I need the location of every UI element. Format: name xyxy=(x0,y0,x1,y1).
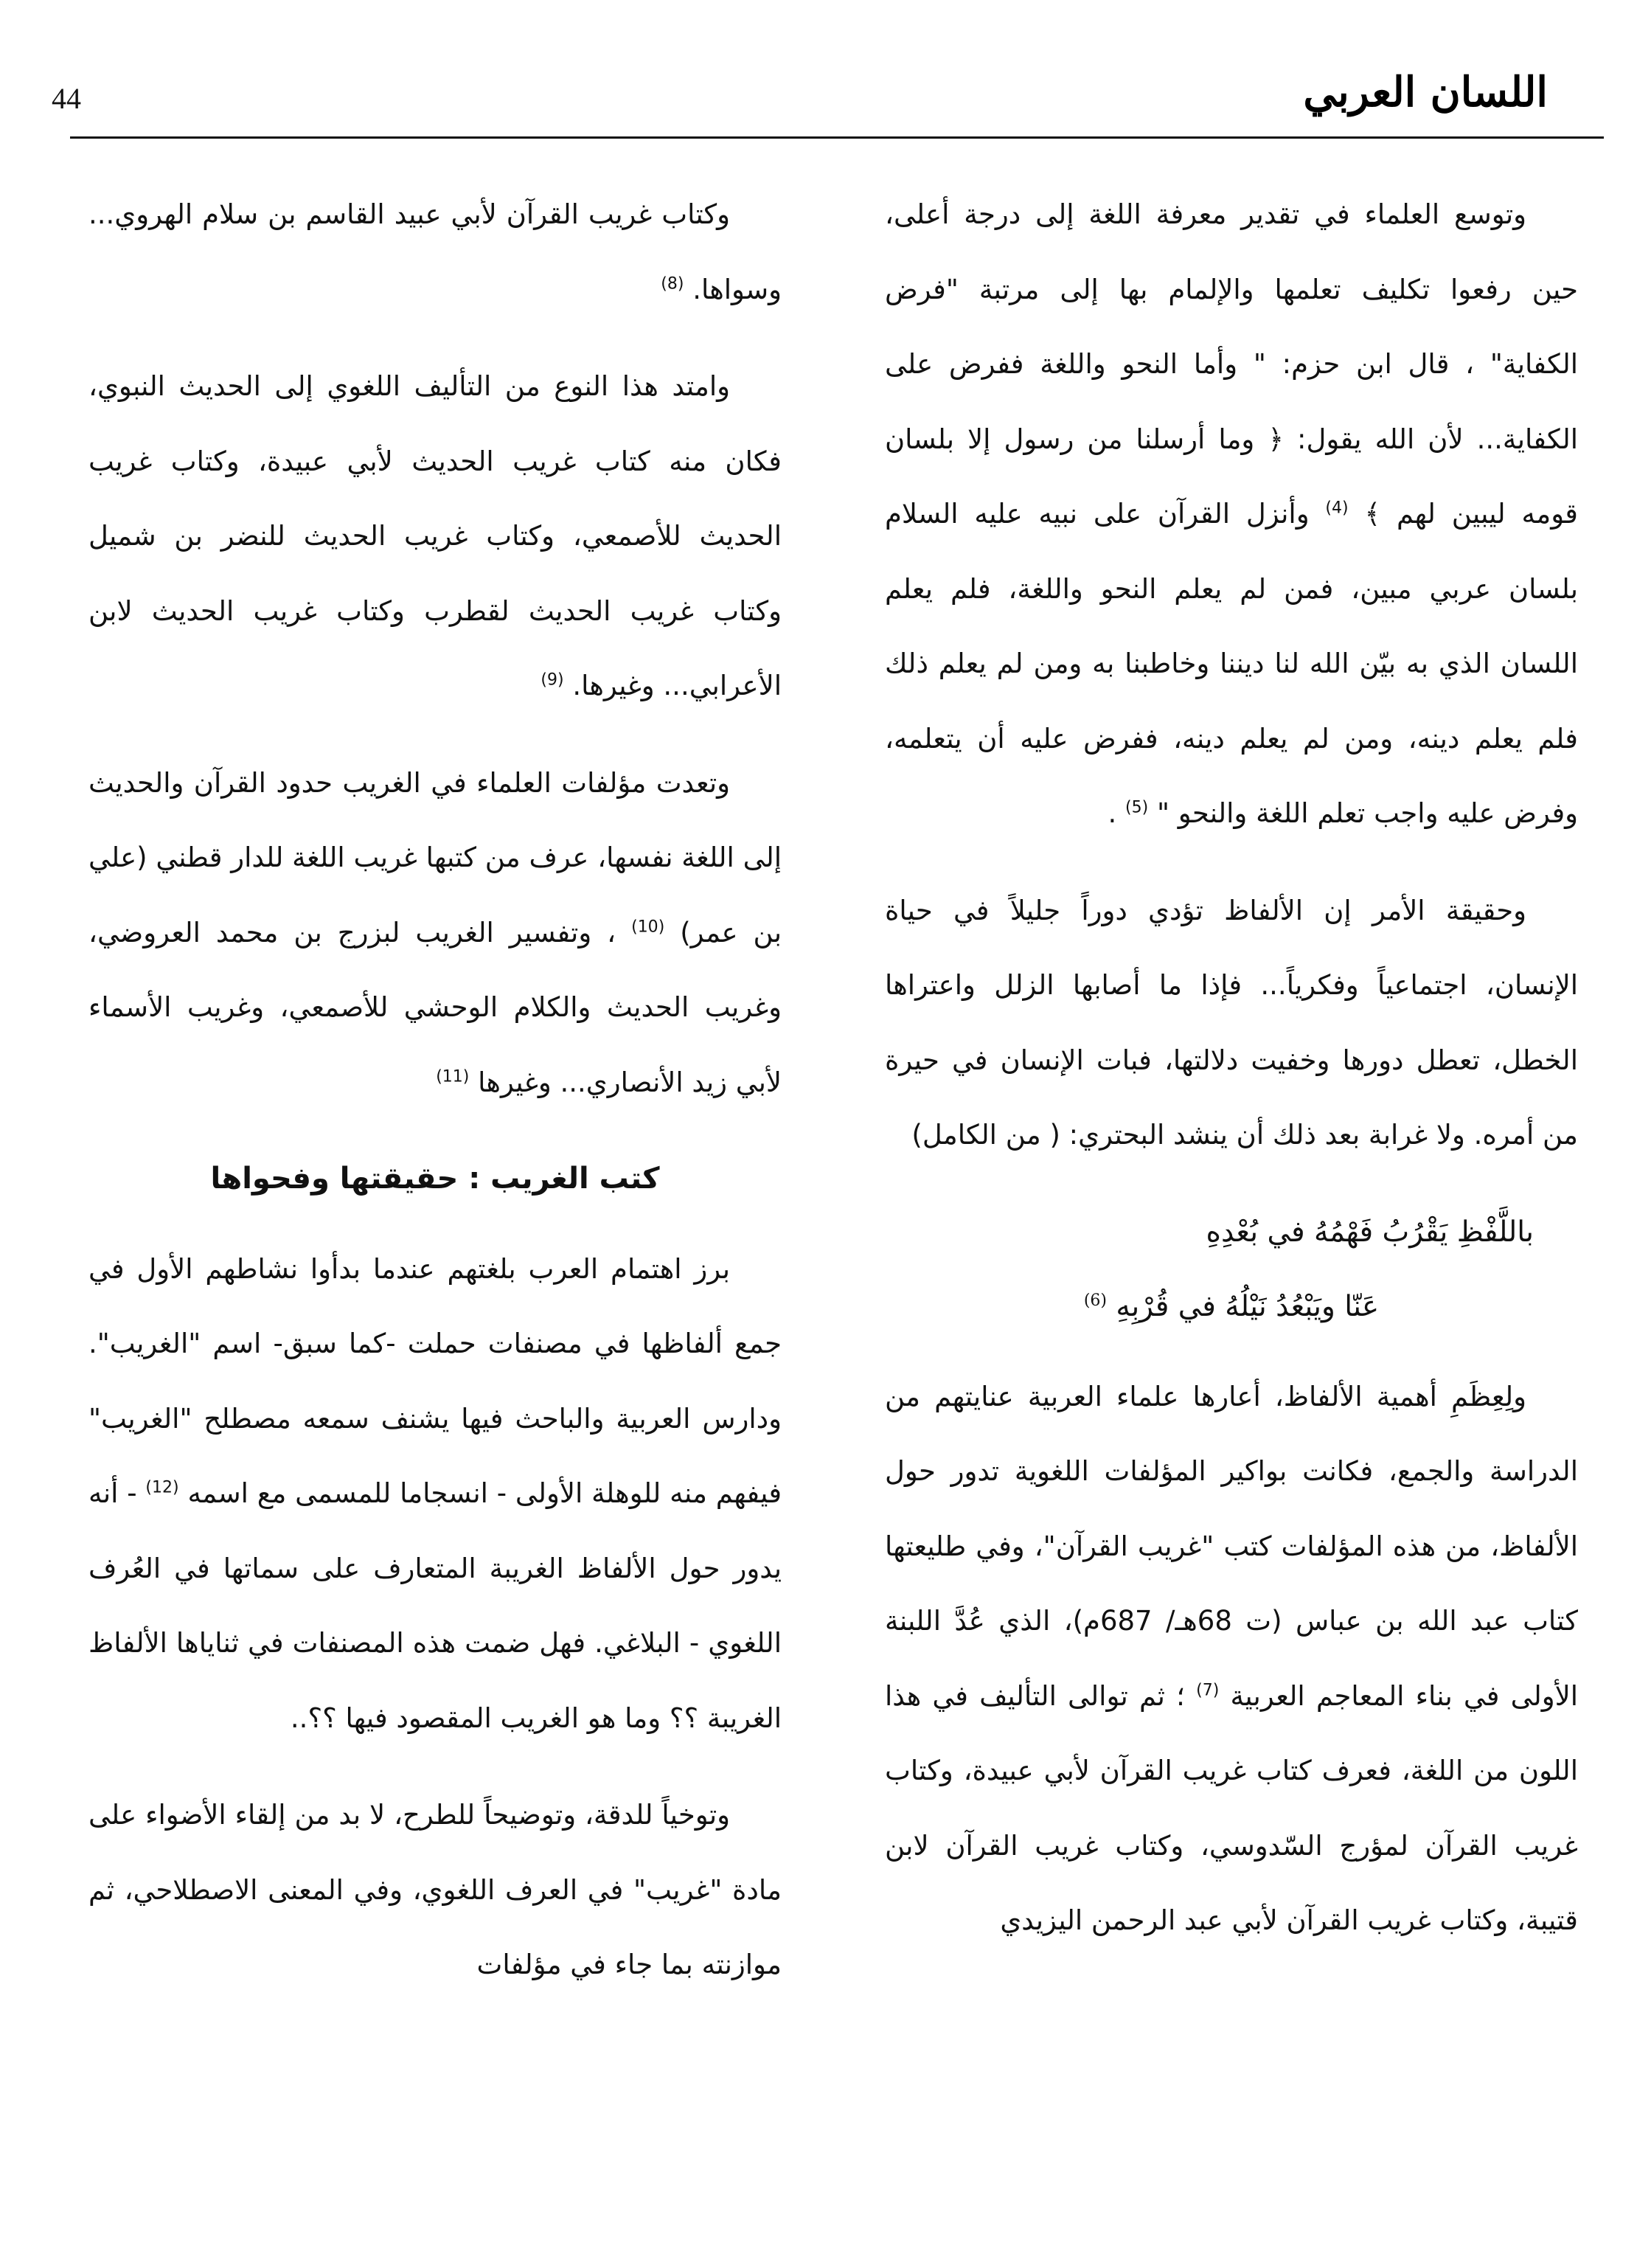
paragraph xyxy=(885,873,1578,1173)
right-column xyxy=(885,177,1578,1980)
paragraph-text: وتوخياً للدقة، وتوضيحاً للطرح، لا بد من إلقاء الأضواء على مادة "غريب" في العرف اللغوي، وفي المعنى الاصطلاحي، ثم موازنته بما جاء في مؤلفات xyxy=(88,1799,782,1980)
paragraph-text: وتعدت مؤلفات العلماء في الغريب حدود القرآن والحديث إلى اللغة نفسها، عرف من كتبها غريب اللغة للدار قطني (علي بن عمر) xyxy=(88,766,782,949)
header-rule xyxy=(70,136,1604,139)
poem-line xyxy=(885,1269,1578,1345)
paragraph-text: - أنه يدور حول الألفاظ الغريبة المتعارف على سماتها في العُرف اللغوي - البلاغي. فهل ضمت هذه المصنفات في ثناياها الألفاظ الغريبة ؟؟ وما هو الغريب المقصود فيها ؟؟.. xyxy=(88,1477,782,1734)
footnote-marker: (5) xyxy=(1125,798,1149,817)
paragraph xyxy=(88,1778,782,2002)
poem-line-text: عَنّا ويَبْعُدُ نَيْلُهُ في قُرْبِهِ xyxy=(1116,1290,1380,1323)
paragraph xyxy=(88,349,782,724)
poem-line xyxy=(885,1195,1578,1270)
footnote-marker: (6) xyxy=(1083,1291,1107,1310)
poem-line-text: باللَّفْظِ يَقْرُبُ فَهْمُهُ في بُعْدِهِ xyxy=(1206,1215,1534,1249)
paragraph xyxy=(885,1359,1578,1958)
section-heading: كتب الغريب : حقيقتها وفحواها xyxy=(210,1162,660,1196)
page-number: 44 xyxy=(52,82,81,115)
paragraph-text: وامتد هذا النوع من التأليف اللغوي إلى الحديث النبوي، فكان منه كتاب غريب الحديث لأبي عبيدة، وكتاب غريب الحديث للأصمعي، وكتاب غريب الحديث للنضر بن شميل وكتاب غريب الحديث لقطرب وكتاب غريب الحديث لابن الأعرابي... وغيرها. xyxy=(88,370,782,701)
paragraph-text: ؛ ثم توالى التأليف في هذا اللون من اللغة، فعرف كتاب غريب القرآن لأبي عبيدة، وكتاب غريب القرآن لمؤرج السّدوسي، وكتاب غريب القرآن لابن قتيبة، وكتاب غريب القرآن لأبي عبد الرحمن اليزيدي xyxy=(885,1679,1578,1936)
footnote-marker: (9) xyxy=(541,670,564,690)
footnote-marker: (4) xyxy=(1325,499,1349,518)
left-column xyxy=(88,177,782,2025)
footnote-marker: (11) xyxy=(436,1067,470,1086)
poem xyxy=(885,1195,1578,1345)
paragraph-text: ، وتفسير الغريب لبزرج بن محمد العروضي، وغريب الحديث والكلام الوحشي للأصمعي، وغريب الأسماء لأبي زيد الأنصاري... وغيرها xyxy=(88,916,782,1098)
paragraph xyxy=(88,177,782,327)
paragraph-text: برز اهتمام العرب بلغتهم عندما بدأوا نشاطهم الأول في جمع ألفاظها في مصنفات حملت -كما سبق- اسم "الغريب". ودارس العربية والباحث فيها يشنف سمعه مصطلح "الغريب" فيفهم منه للوهلة الأولى - انسجاما للمسمى مع اسمه xyxy=(88,1252,782,1509)
paragraph-end: . xyxy=(1108,797,1117,829)
paragraph-text: ولِعِظَمِ أهمية الألفاظ، أعارها علماء العربية عنايتهم من الدراسة والجمع، فكانت بواكير المؤلفات اللغوية تدور حول الألفاظ، من هذه المؤلفات كتب "غريب القرآن"، وفي طليعتها كتاب عبد الله بن عباس (ت 68هـ/ 687م)، الذي عُدَّ اللبنة الأولى في بناء المعاجم العربية xyxy=(885,1380,1579,1712)
footnote-marker: (10) xyxy=(631,918,665,937)
footnote-marker: (8) xyxy=(661,274,684,294)
paragraph xyxy=(88,746,782,1120)
journal-title: اللسان العربي xyxy=(1303,68,1548,117)
paragraph-text: وحقيقة الأمر إن الألفاظ تؤدي دوراً جليلاً في حياة الإنسان، اجتماعياً وفكرياً... فإذا ما أصابها الزلل واعتراها الخطل، تعطل دورها وخفيت دلالتها، فبات الإنسان في حيرة من أمره. ولا غرابة بعد ذلك أن ينشد البحتري: ( من الكامل) xyxy=(885,894,1578,1151)
paragraph-text: وكتاب غريب القرآن لأبي عبيد القاسم بن سلام الهروي... وسواها. xyxy=(88,198,782,305)
paragraph xyxy=(88,1232,782,1756)
paragraph-text: وتوسع العلماء في تقدير معرفة اللغة إلى درجة أعلى، حين رفعوا تكليف تعلمها والإلمام بها إلى مرتبة "فرض الكفاية" ، قال ابن حزم: " وأما النحو واللغة ففرض على الكفاية... لأن الله يقول: ﴿ وما أرسلنا من رسول إلا بلسان قومه ليبين لهم ﴾ xyxy=(885,198,1578,530)
paragraph xyxy=(885,177,1578,851)
footnote-marker: (7) xyxy=(1196,1681,1220,1700)
footnote-marker: (12) xyxy=(145,1478,179,1497)
paragraph-text: وأنزل القرآن على نبيه عليه السلام بلسان عربي مبين، فمن لم يعلم النحو واللغة، فلم يعلم اللسان الذي به بيّن الله لنا ديننا وخاطبنا به ومن لم يعلم ذلك فلم يعلم دينه، ومن لم يعلم دينه، ففرض عليه أن يتعلمه، وفرض عليه واجب تعلم اللغة والنحو " xyxy=(885,498,1578,829)
